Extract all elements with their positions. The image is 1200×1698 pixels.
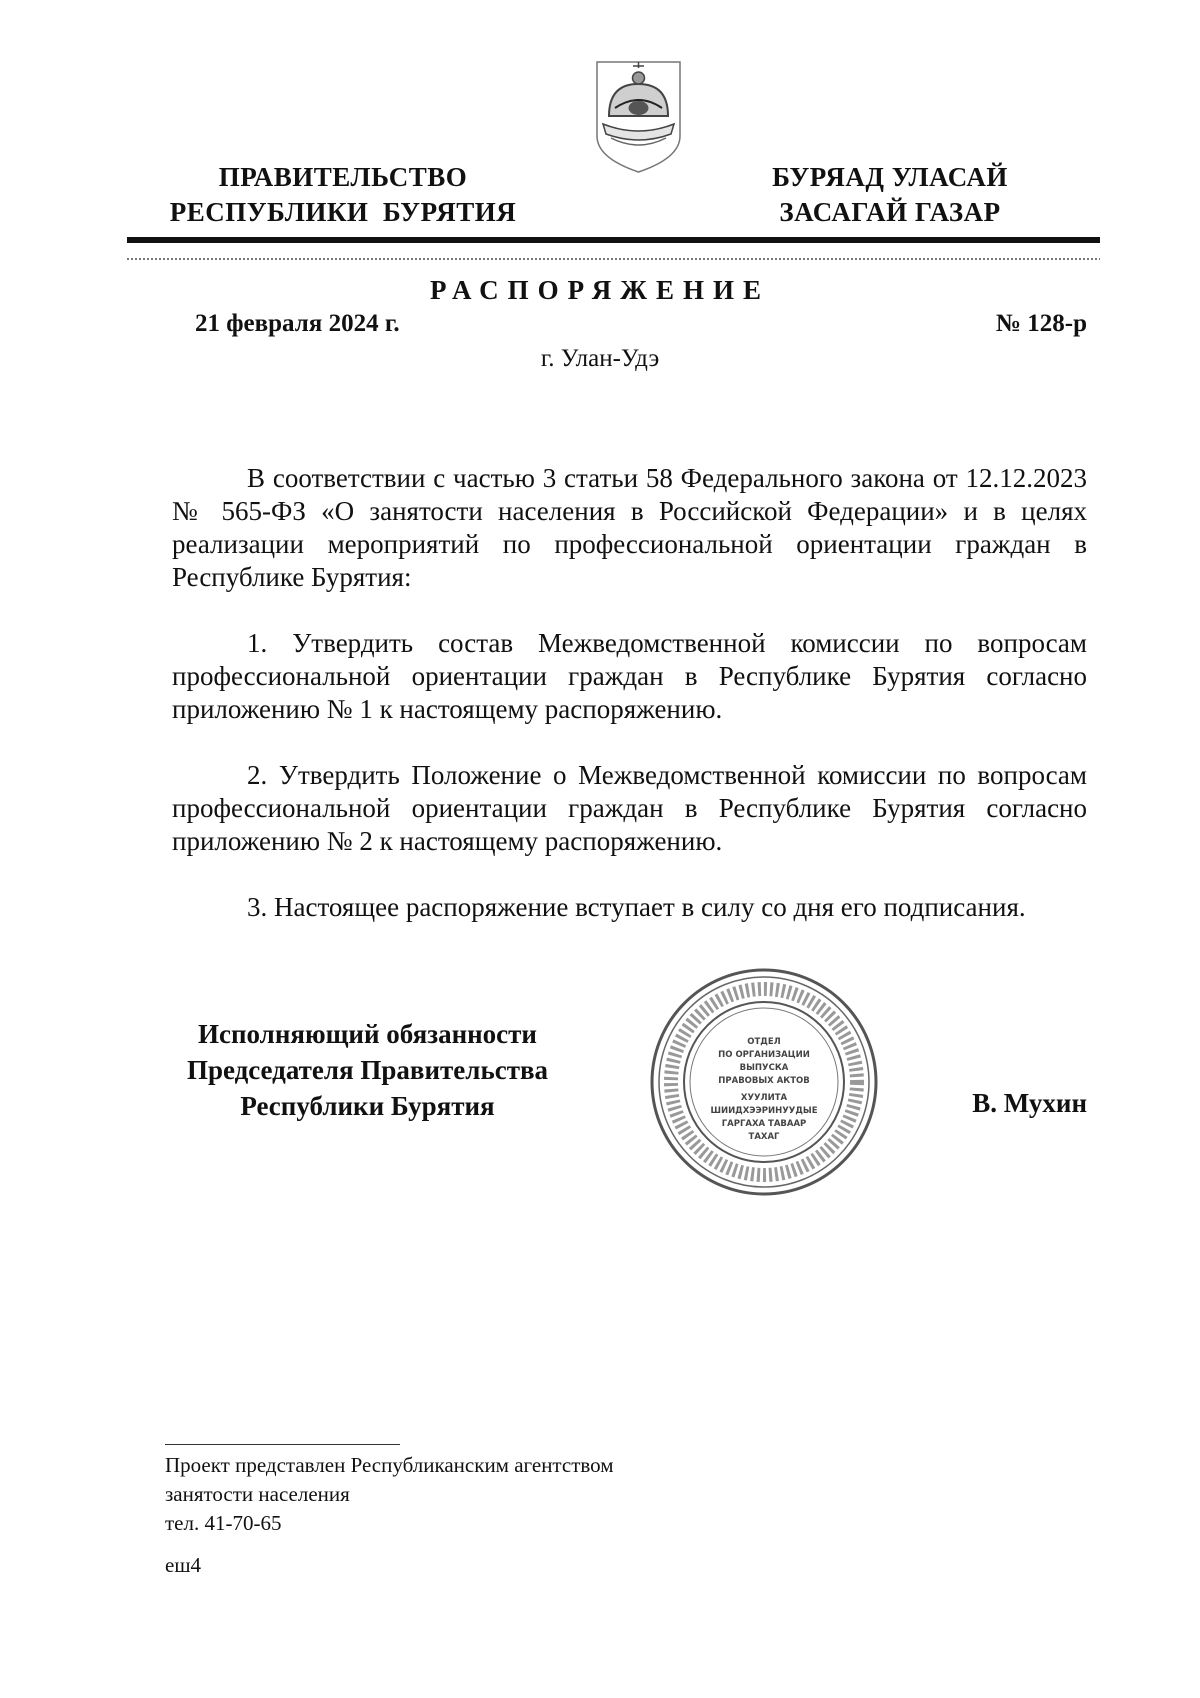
seal-text-1: ОТДЕЛ [747,1037,781,1047]
document-city: г. Улан-Удэ [540,345,660,372]
signer-position-line2: Председателя Правительства [186,1055,549,1085]
signer-position [165,1016,570,1124]
seal-text-5: ХУУЛИТА [740,1093,788,1103]
seal-text-2: ПО ОРГАНИЗАЦИИ [718,1050,810,1060]
official-seal-icon [648,966,880,1198]
item-3-paragraph: 3. Настоящее распоряжение вступает в силу со дня его подписания. [247,892,1026,922]
seal-text-3: ВЫПУСКА [739,1063,789,1073]
seal-text-6: ШИИДХЭЭРИНУУДЫЕ [710,1106,818,1116]
seal-text-8: ТАХАГ [748,1132,780,1142]
government-name-buryat [735,160,1045,230]
header-divider-thin [127,258,1100,260]
footnote [165,1451,614,1538]
footnote-divider [165,1444,400,1445]
header-right-line2: ЗАСАГАЙ ГАЗАР [779,197,1001,227]
header-left-line1: ПРАВИТЕЛЬСТВО [218,162,468,192]
government-name-russian [148,160,538,230]
document-date: 21 февраля 2024 г. [195,310,400,337]
header-right-line1: БУРЯАД УЛАСАЙ [772,162,1008,192]
header-left-line2: РЕСПУБЛИКИ БУРЯТИЯ [169,197,517,227]
seal-text-4: ПРАВОВЫХ АКТОВ [718,1076,810,1086]
seal-text-7: ГАРГАХА ТАВААР [721,1119,807,1129]
footnote-line1: Проект представлен Республиканским агентством [165,1453,614,1477]
coat-of-arms-icon [593,58,684,176]
signer-position-line1: Исполняющий обязанности [198,1019,537,1049]
preamble-paragraph: В соответствии с частью 3 статьи 58 Федерального закона от 12.12.2023 № 565-ФЗ «О занятости населения в Российской Федерации» и в целях реализации мероприятий по профессиональной ориентации граждан в Республике Бурятия: [172,463,1087,592]
document-title: РАСПОРЯЖЕНИЕ [429,275,771,305]
signer-position-line3: Республики Бурятия [240,1091,495,1121]
document-code: еш4 [165,1553,201,1577]
item-1-paragraph: 1. Утвердить состав Межведомственной комиссии по вопросам профессиональной ориентации граждан в Республике Бурятия согласно приложению № 1 к настоящему распоряжению. [172,628,1087,724]
signer-name: В. Мухин [972,1088,1087,1118]
document-number: № 128-р [995,310,1087,337]
document-body [172,462,1087,957]
item-2-paragraph: 2. Утвердить Положение о Межведомственной комиссии по вопросам профессиональной ориентации граждан в Республике Бурятия согласно приложению № 2 к настоящему распоряжению. [172,760,1087,856]
footnote-line2: занятости населения [165,1482,350,1506]
footnote-line3: тел. 41-70-65 [165,1511,282,1535]
header-divider-thick [127,237,1100,243]
